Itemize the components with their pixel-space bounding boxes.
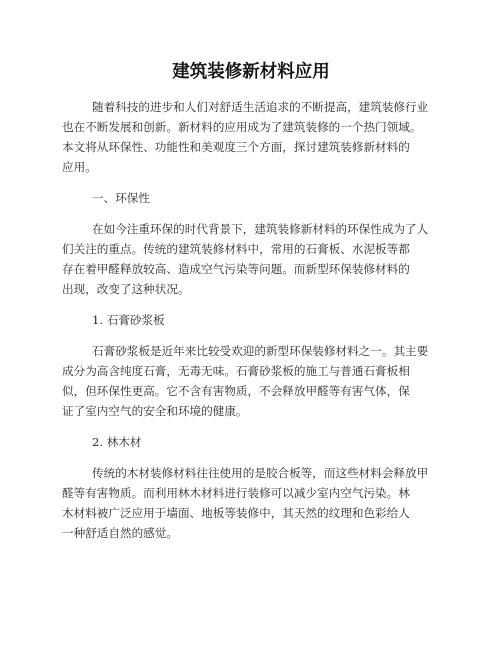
document-title: 建筑装修新材料应用 xyxy=(172,62,330,82)
intro-line: 随着科技的进步和人们对舒适生活追求的不断提高，建筑装修行业 xyxy=(92,100,429,114)
item2-line: 传统的木材装修材料往往使用的是胶合板等，而这些材料会释放甲 xyxy=(92,466,429,480)
item1-line: 成分为高含纯度石膏，无毒无味。石膏砂浆板的施工与普通石膏板相 xyxy=(62,364,410,378)
item2-line: 醛等有害物质。而利用林木材料进行装修可以减少室内空气污染。林 xyxy=(62,486,410,500)
item1-line: 似，但环保性更高。它不含有害物质，不会释放甲醛等有害气体，保 xyxy=(62,384,410,398)
intro-line: 也在不断发展和创新。新材料的应用成为了建筑装修的一个热门领域。 xyxy=(62,120,422,134)
intro-line: 本文将从环保性、功能性和美观度三个方面，探讨建筑装修新材料的 xyxy=(62,140,410,154)
item1-line: 石膏砂浆板是近年来比较受欢迎的新型环保装修材料之一。其主要 xyxy=(92,344,429,358)
item2-line: 木材料被广泛应用于墙面、地板等装修中，其天然的纹理和色彩给人 xyxy=(62,506,410,520)
item2-line: 一种舒适自然的感觉。 xyxy=(62,526,178,540)
item-heading: 1. 石膏砂浆板 xyxy=(92,313,165,327)
section-heading: 一、环保性 xyxy=(92,191,150,205)
item1-line: 证了室内空气的安全和环境的健康。 xyxy=(62,404,248,418)
section1-line: 们关注的重点。传统的建筑装修材料中，常用的石膏板、水泥板等都 xyxy=(62,242,410,256)
intro-line: 应用。 xyxy=(62,160,97,174)
section1-line: 在如今注重环保的时代背景下，建筑装修新材料的环保性成为了人 xyxy=(92,222,429,236)
section1-line: 出现，改变了这种状况。 xyxy=(62,282,190,296)
section1-line: 存在着甲醛释放较高、造成空气污染等问题。而新型环保装修材料的 xyxy=(62,262,410,276)
item-heading: 2. 林木材 xyxy=(92,435,142,449)
